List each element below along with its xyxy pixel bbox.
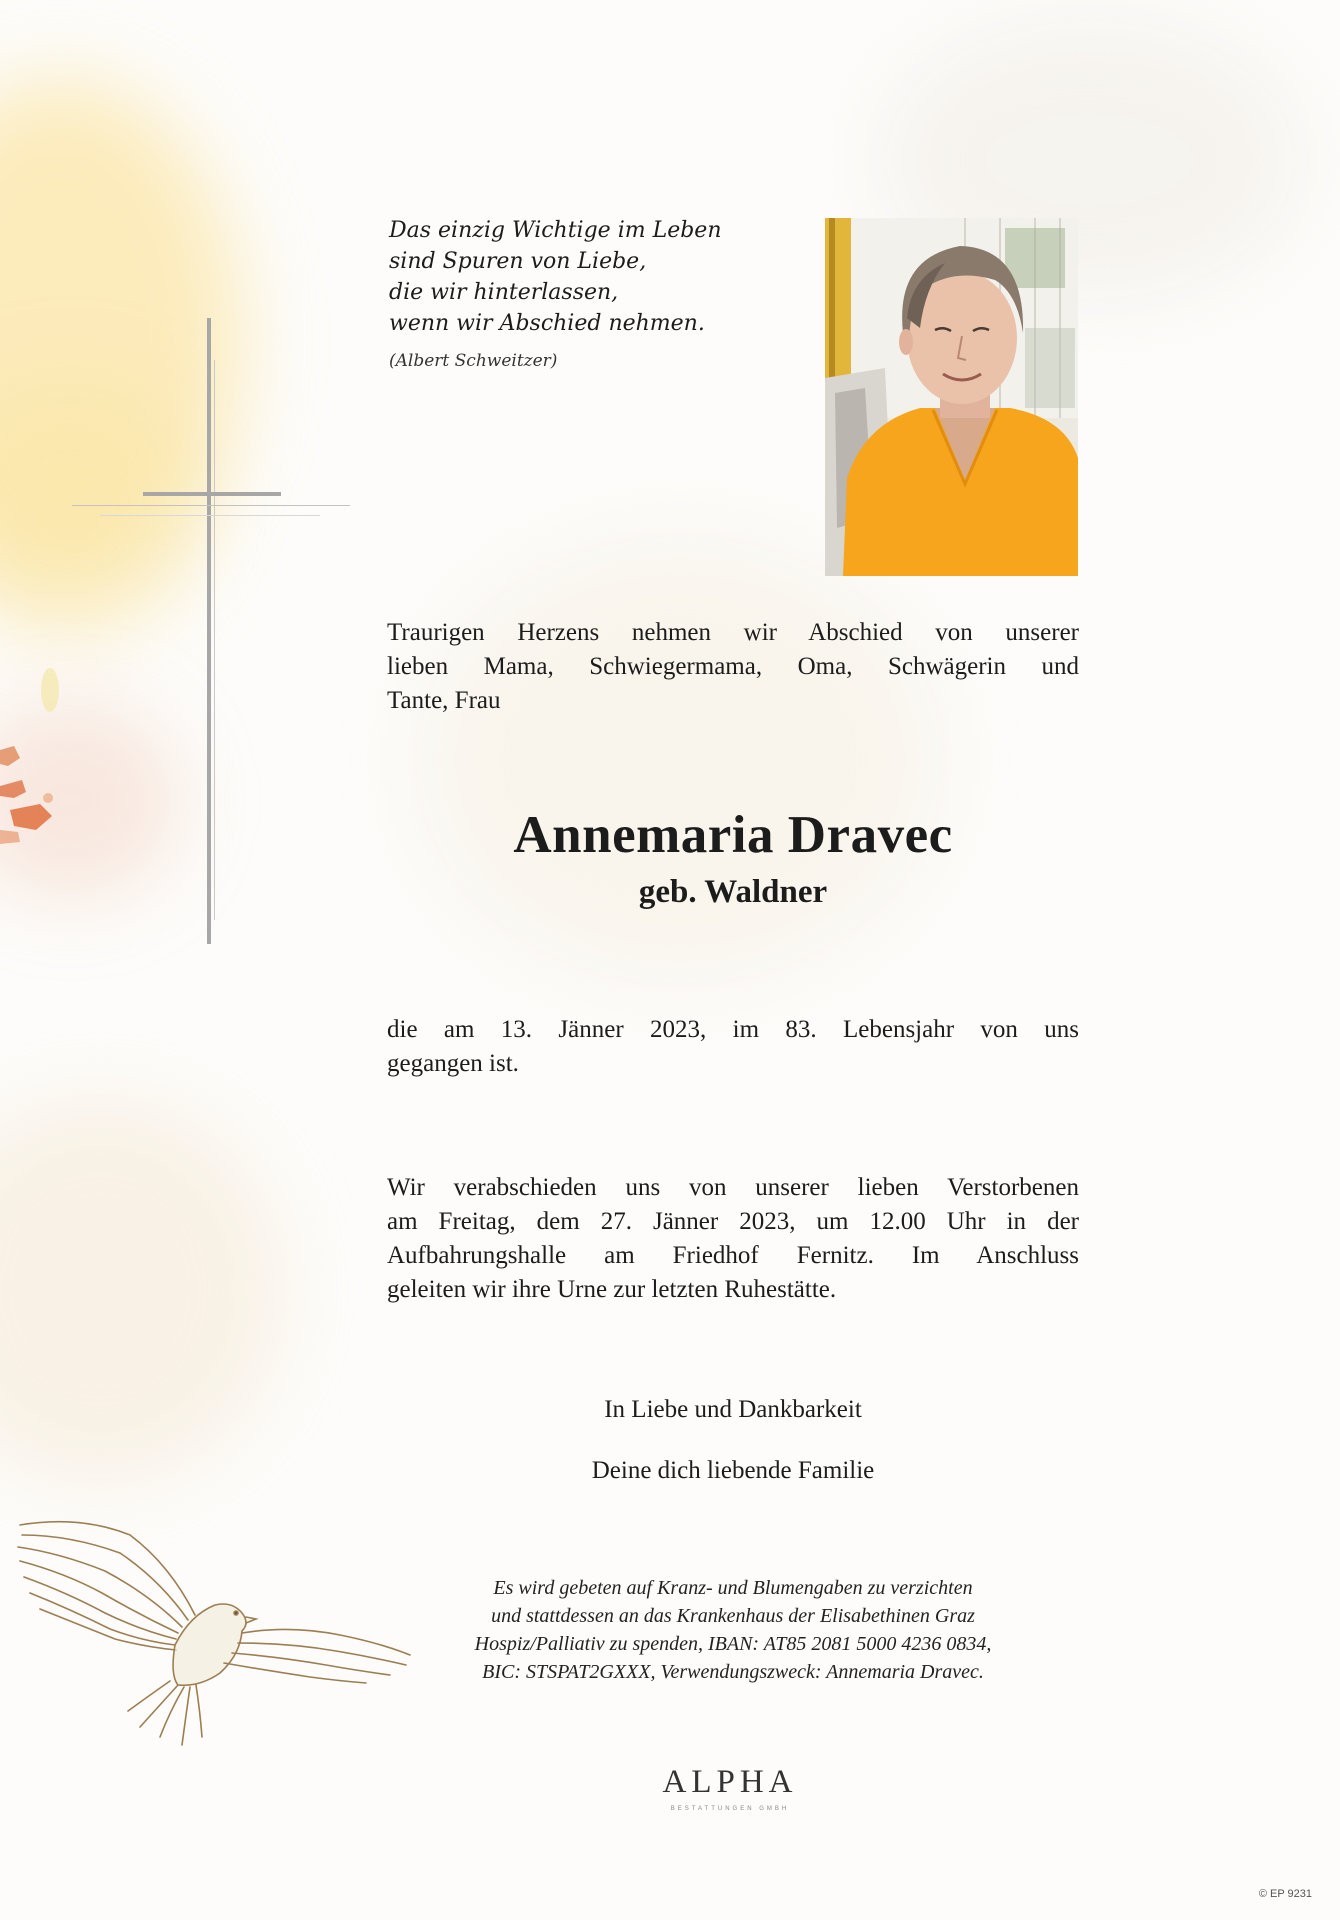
- closing-line: In Liebe und Dankbarkeit: [604, 1396, 862, 1423]
- portrait-photo: [825, 218, 1078, 576]
- intro-line: Traurigen Herzens nehmen wir Abschied von unserer: [387, 619, 1079, 646]
- quote-line: wenn wir Abschied nehmen.: [389, 311, 705, 336]
- watercolor-wash: [420, 540, 940, 980]
- donation-note-line: BIC: STSPAT2GXXX, Verwendungszweck: Annemaria Dravec.: [482, 1661, 984, 1683]
- deceased-name: Annemaria Dravec: [513, 806, 953, 864]
- farewell-line: am Freitag, dem 27. Jänner 2023, um 12.00 Uhr in der: [387, 1208, 1079, 1235]
- quote-author: (Albert Schweitzer): [389, 351, 558, 371]
- funeral-home-logo: ALPHA: [662, 1764, 798, 1800]
- paint-splotch: [0, 740, 70, 860]
- farewell-line: Aufbahrungshalle am Friedhof Fernitz. Im Anschluss: [387, 1242, 1079, 1269]
- donation-note-line: Hospiz/Palliativ zu spenden, IBAN: AT85 2081 5000 4236 0834,: [474, 1633, 992, 1655]
- intro-line: Tante, Frau: [387, 687, 501, 714]
- copyright-code: © EP 9231: [1258, 1888, 1312, 1900]
- farewell-paragraph: [387, 1171, 1079, 1307]
- donation-note: [387, 1574, 1079, 1686]
- quote-line: sind Spuren von Liebe,: [389, 249, 647, 274]
- death-notice-line: gegangen ist.: [387, 1050, 519, 1077]
- watercolor-wash: [0, 1100, 280, 1480]
- funeral-home-subtitle: BESTATTUNGEN GMBH: [670, 1806, 790, 1812]
- maiden-name: geb. Waldner: [638, 874, 828, 910]
- family-signature: Deine dich liebende Familie: [591, 1457, 875, 1484]
- farewell-line: geleiten wir ihre Urne zur letzten Ruhestätte.: [387, 1276, 837, 1303]
- quote-line: die wir hinterlassen,: [389, 280, 619, 305]
- intro-line: lieben Mama, Schwiegermama, Oma, Schwägerin und: [387, 653, 1079, 680]
- intro-paragraph: [387, 616, 1079, 718]
- death-notice-line: die am 13. Jänner 2023, im 83. Lebensjahr von uns: [387, 1016, 1079, 1043]
- donation-note-line: Es wird gebeten auf Kranz- und Blumengaben zu verzichten: [493, 1577, 973, 1599]
- death-notice: [387, 1013, 1079, 1081]
- donation-note-line: und stattdessen an das Krankenhaus der Elisabethinen Graz: [491, 1605, 975, 1627]
- paint-splotch: [30, 660, 70, 720]
- quote-line: Das einzig Wichtige im Leben: [389, 218, 722, 243]
- dove-icon: [10, 1505, 420, 1755]
- farewell-line: Wir verabschieden uns von unserer lieben Verstorbenen: [387, 1174, 1079, 1201]
- quote: [389, 215, 809, 339]
